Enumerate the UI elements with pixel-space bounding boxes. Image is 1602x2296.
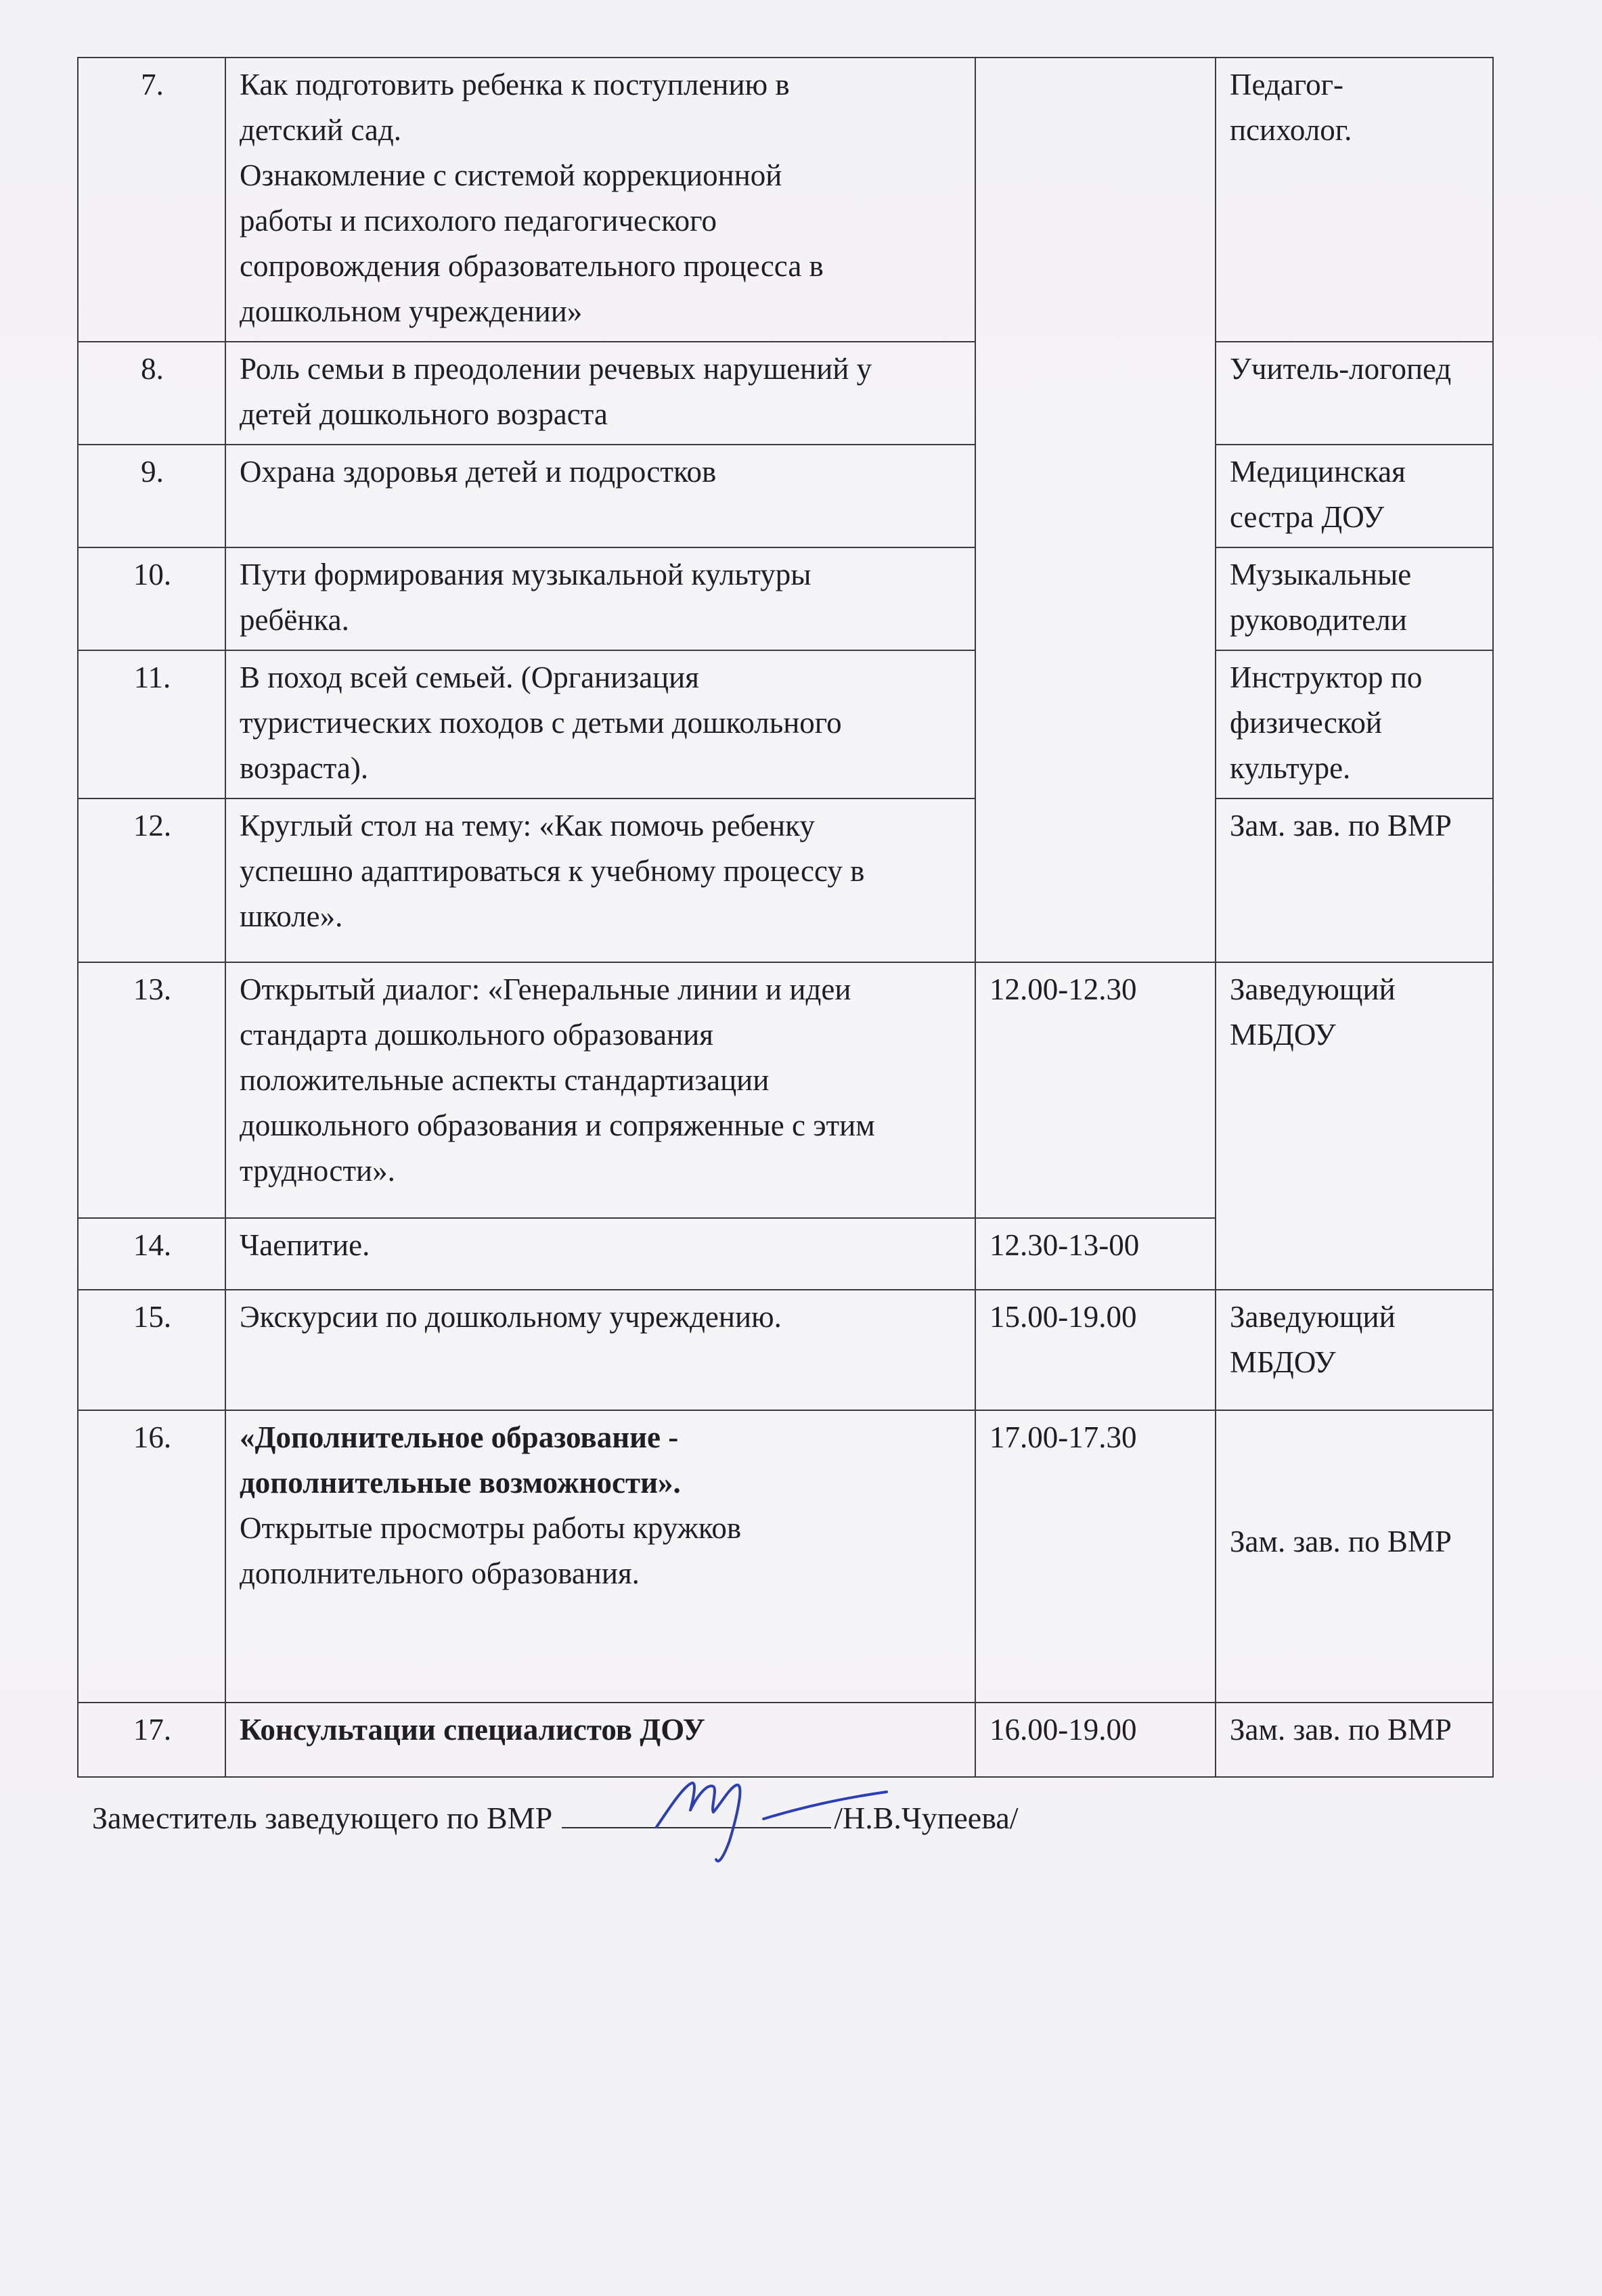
schedule-table (77, 57, 1494, 1778)
signatory-name: /Н.В.Чупеева/ (834, 1801, 1019, 1835)
row-number: 7. (78, 58, 225, 342)
table-row (78, 445, 1493, 547)
table-row (78, 798, 1493, 962)
signatory-position: Заместитель заведующего по ВМР (92, 1801, 553, 1835)
row-number: 16. (78, 1410, 225, 1703)
row-responsible: Заведующий МБДОУ (1216, 1290, 1493, 1410)
table-row (78, 1290, 1493, 1410)
row-responsible: Зам. зав. по ВМР (1216, 1703, 1493, 1777)
row-responsible: Заведующий МБДОУ (1216, 962, 1493, 1290)
table-row (78, 1410, 1493, 1703)
handwritten-signature (643, 1746, 900, 1868)
row-responsible: Медицинская сестра ДОУ (1216, 445, 1493, 547)
row-responsible: Зам. зав. по ВМР (1216, 798, 1493, 962)
row-number: 15. (78, 1290, 225, 1410)
row-topic: Роль семьи в преодолении речевых нарушений у детей дошкольного возраста (225, 342, 975, 445)
row-time: 12.30-13-00 (975, 1218, 1216, 1290)
row-number: 14. (78, 1218, 225, 1290)
row-topic: Открытый диалог: «Генеральные линии и идеи стандарта дошкольного образования положительные аспекты стандартизации дошкольного образования и сопряженные с этим трудности». (225, 962, 975, 1218)
row-topic: Экскурсии по дошкольному учреждению. (225, 1290, 975, 1410)
row-time: 17.00-17.30 (975, 1410, 1216, 1703)
table-row (78, 650, 1493, 798)
table-row (78, 342, 1493, 445)
row-responsible: Зам. зав. по ВМР (1216, 1410, 1493, 1703)
row-time: 12.00-12.30 (975, 962, 1216, 1218)
table-row (78, 962, 1493, 1218)
row-topic: В поход всей семьей. (Организация туристических походов с детьми дошкольного возраста). (225, 650, 975, 798)
row-topic: Чаепитие. (225, 1218, 975, 1290)
row-number: 17. (78, 1703, 225, 1777)
row-time: 15.00-19.00 (975, 1290, 1216, 1410)
row-responsible: Музыкальные руководители (1216, 547, 1493, 650)
row-responsible: Учитель-логопед (1216, 342, 1493, 445)
row-topic: Круглый стол на тему: «Как помочь ребенку успешно адаптироваться к учебному процессу в школе». (225, 798, 975, 962)
row-responsible: Инструктор по физической культуре. (1216, 650, 1493, 798)
row-topic: Как подготовить ребенка к поступлению в детский сад. Ознакомление с системой коррекционной работы и психолого педагогического сопровождения образовательного процесса в дошкольном учреждении» (225, 58, 975, 342)
row-topic: Консультации специалистов ДОУ (225, 1703, 975, 1777)
row-number: 13. (78, 962, 225, 1218)
row-time: 16.00-19.00 (975, 1703, 1216, 1777)
row-number: 9. (78, 445, 225, 547)
row-responsible: Педагог- психолог. (1216, 58, 1493, 342)
row-topic: Охрана здоровья детей и подростков (225, 445, 975, 547)
row-number: 10. (78, 547, 225, 650)
row-number: 8. (78, 342, 225, 445)
row-time-empty (975, 58, 1216, 962)
table-row (78, 547, 1493, 650)
row-topic: Пути формирования музыкальной культуры ребёнка. (225, 547, 975, 650)
row-number: 12. (78, 798, 225, 962)
table-row (78, 58, 1493, 342)
row-topic: «Дополнительное образование - дополнительные возможности». Открытые просмотры работы кружков дополнительного образования. (225, 1410, 975, 1703)
row-number: 11. (78, 650, 225, 798)
